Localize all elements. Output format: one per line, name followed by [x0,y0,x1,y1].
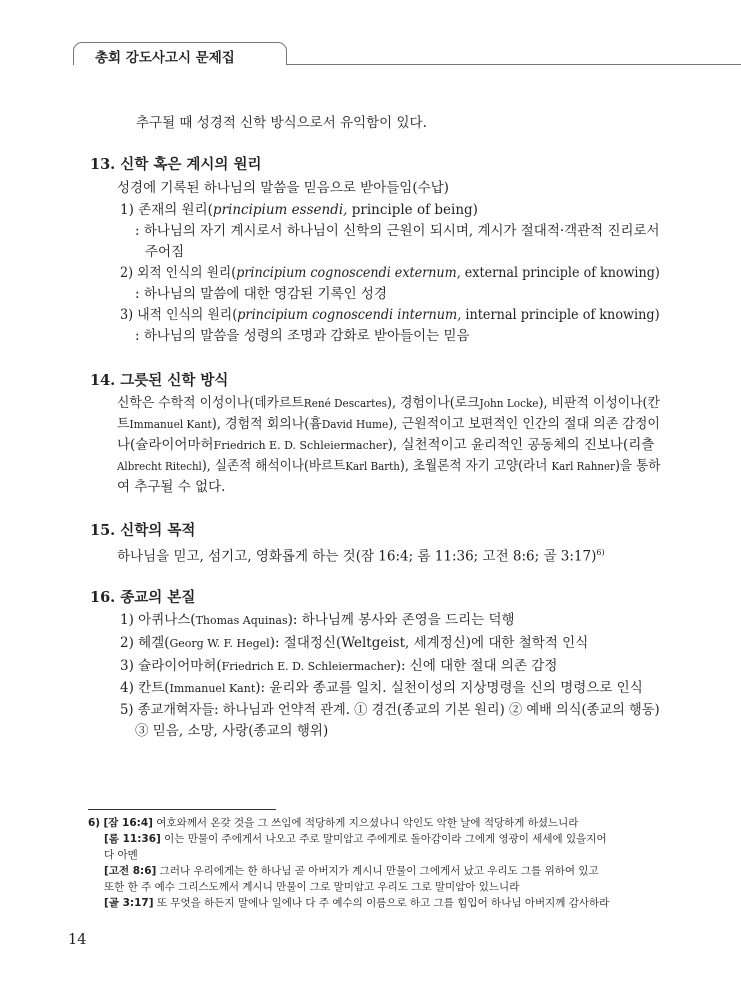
section-16-item-3: 3) 슐라이어마허(Friedrich E. D. Schleiermacher): 신에 대한 절대 의존 감정 [120,658,558,674]
section-15-desc: 하나님을 믿고, 섬기고, 영화롭게 하는 것(잠 16:4; 롬 11:36; 고전 8:6; 골 3:17)$^{6)}$ [117,548,605,565]
section-13-desc: 성경에 기록된 하나님의 말씀을 믿음으로 받아들임(수납) [117,180,449,196]
section-13-item-2: 2) 외적 인식의 원리(principium cognoscendi externum, external principle of knowing) [120,265,660,281]
section-13-item-2-sub: : 하나님의 말씀에 대한 영감된 기록인 성경 [135,286,387,302]
footnote-line-5: 또한 한 주 예수 그리스도께서 계시니 만물이 그로 말미암고 우리도 그로 말미암아 있느니라 [104,881,520,893]
page-number: 14 [68,932,87,948]
section-15-heading: 15. 신학의 목적 [90,522,196,539]
section-13-item-1-sub-2: 주어짐 [145,244,185,260]
footnote-line-6: [골 3:17] 또 무엇을 하든지 말에나 일에나 다 주 예수의 이름으로 하고 그를 힘입어 하나님 아버지께 감사하라 [104,897,610,909]
section-14-line-4: Albrecht Ritechl), 실존적 해석이나(바르트Karl Barth), 초월론적 자기 고양(라너 Karl Rahner)을 통하 [117,458,661,474]
footnote-rule [88,809,276,810]
section-16-heading: 16. 종교의 본질 [90,589,196,606]
footnote-line-2: [롬 11:36] 이는 만물이 주에게서 나오고 주로 말미암고 주에게로 돌아감이라 그에게 영광이 세세에 있을지어 [104,833,607,845]
section-16-item-2: 2) 헤겔(Georg W. F. Hegel): 절대정신(Weltgeist, 세계정신)에 대한 철학적 인식 [120,635,589,651]
section-13-heading: 13. 신학 혹은 계시의 원리 [90,156,262,173]
section-14-line-1: 신학은 수학적 이성이나(데카르트René Descartes), 경험이나(로크John Locke), 비판적 이성이나(칸 [117,395,660,411]
section-14-heading: 14. 그릇된 신학 방식 [90,372,229,389]
footnote-line-1: 6) [잠 16:4] 여호와께서 온갖 것을 그 쓰임에 적당하게 지으셨나니 악인도 악한 날에 적당하게 하셨느니라 [88,817,579,829]
intro-line: 추구될 때 성경적 신학 방식으로서 유익함이 있다. [136,115,427,131]
section-13-item-3-sub: : 하나님의 말씀을 성령의 조명과 감화로 받아들이는 믿음 [135,328,470,344]
footnote-ref-6[interactable]: 6) [596,548,605,557]
section-13-item-1-sub-1: : 하나님의 자기 계시로서 하나님이 신학의 근원이 되시며, 계시가 절대적·객관적 진리로서 [135,223,660,239]
section-13-item-1: 1) 존재의 원리(principium essendi, principle of being) [120,202,478,218]
footnote-line-3: 다 아멘 [104,849,138,861]
section-14-line-2: 트Immanuel Kant), 경험적 회의나(흄David Hume), 근원적이고 보편적인 인간의 절대 의존 감정이 [117,416,660,432]
section-16-item-5-line-2: ③ 믿음, 소망, 사랑(종교의 행위) [135,723,329,739]
section-16-item-1: 1) 아퀴나스(Thomas Aquinas): 하나님께 봉사와 존영을 드리는 덕행 [120,612,515,628]
footnote-line-4: [고전 8:6] 그러나 우리에게는 한 하나님 곧 아버지가 계시니 만물이 그에게서 났고 우리도 그를 위하여 있고 [104,865,599,877]
section-14-line-5: 여 추구될 수 없다. [117,479,226,495]
section-16-item-5-line-1: 5) 종교개혁자들: 하나님과 언약적 관계. ① 경건(종교의 기본 원리) ② 예배 의식(종교의 행동) [120,702,660,718]
running-header-title: 총회 강도사고시 문제집 [95,50,235,66]
section-13-item-3: 3) 내적 인식의 원리(principium cognoscendi internum, internal principle of knowing) [120,307,660,323]
section-14-line-3: 나(슐라이어마허Friedrich E. D. Schleiermacher), 실천적이고 윤리적인 공동체의 진보나(리츨 [117,437,655,453]
section-16-item-4: 4) 칸트(Immanuel Kant): 윤리와 종교를 일치. 실천이성의 지상명령을 신의 명령으로 인식 [120,680,643,696]
